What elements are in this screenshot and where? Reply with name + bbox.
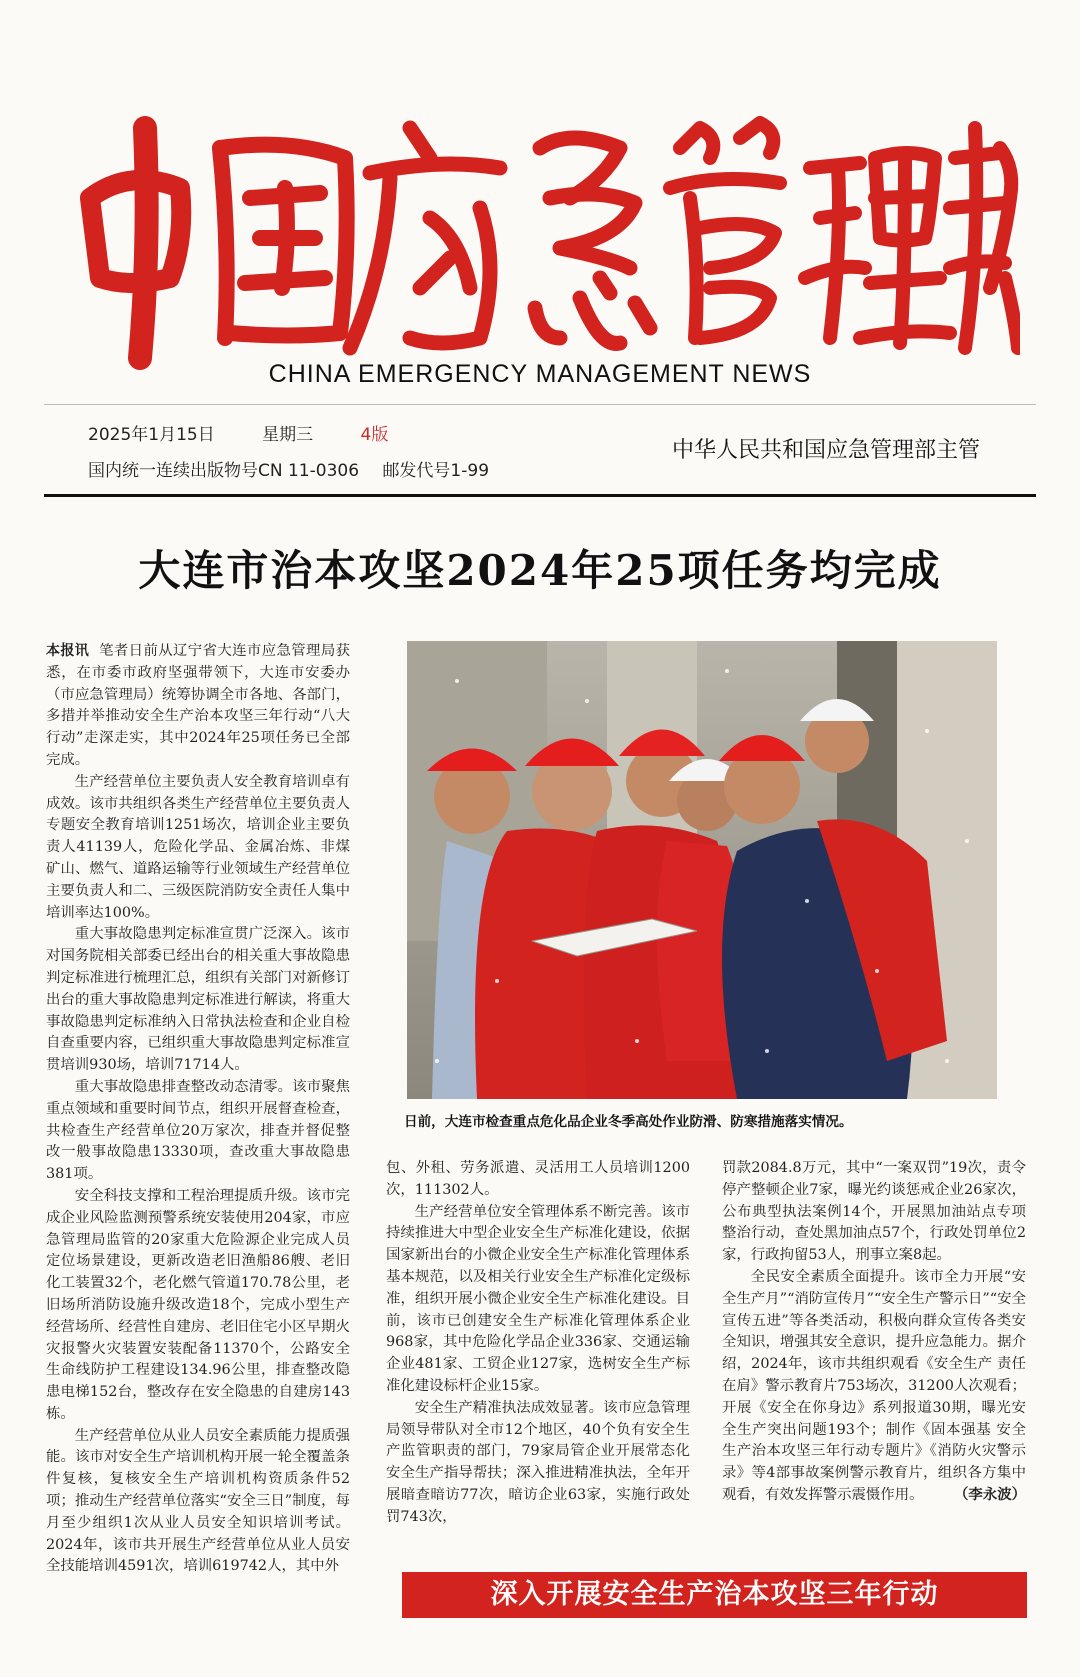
- issue-info-line: [88, 420, 430, 445]
- publication-codes: [88, 456, 507, 481]
- author-byline: （李永波）: [954, 1486, 1026, 1503]
- calligraphy-title-graphic: [60, 88, 1020, 378]
- closing-paragraph-text: 全民安全素质全面提升。该市全力开展“安全生产月”“消防宣传月”“安全生产警示日”“安全宣传五进”等各类活动，积极向群众宣传各类安全知识，增强其安全意识，提升应急能力。据介绍，2024年，该市共组织观看《安全生产 责任在肩》警示教育片753场次，31200人次观看；开展《安全在你身边》系列报道30期，曝光安全生产突出问题193个；制作《固本强基 安全生产治本攻坚三年行动专题片》《消防火灾警示录》等4部事故案例警示教育片，组织各方集中观看，有效发挥警示震慑作用。: [722, 1268, 1026, 1503]
- issue-weekday: 星期三: [262, 425, 314, 445]
- article-paragraph: 重大事故隐患判定标准宣贯广泛深入。该市对国务院相关部委已经出台的相关重大事故隐患判定标准进行梳理汇总，组织有关部门对新修订出台的重大事故隐患判定标准进行解读，将重大事故隐患判定标准纳入日常执法检查和企业自检自查重要内容，已组织重大事故隐患判定标准宣贯培训930场，培训71714人。: [46, 926, 350, 1074]
- article-paragraph: [46, 641, 350, 772]
- news-photo: [407, 641, 997, 1099]
- header-rule: [44, 494, 1036, 497]
- article-paragraph: 罚款2084.8万元，其中“一案双罚”19次，责令停产整顿企业7家，曝光约谈惩戒企业26家次，公布典型执法案例14个，开展黑加油站点专项整治行动，查处黑加油点57个，行政处罚单位2家，行政拘留53人，刑事立案8起。: [722, 1160, 1026, 1264]
- glyph-guan: [670, 123, 780, 338]
- article-paragraph: [722, 1267, 1026, 1507]
- campaign-banner: 深入开展安全生产治本攻坚三年行动: [402, 1572, 1027, 1618]
- sponsor-label: 中华人民共和国应急管理部主管: [671, 438, 980, 463]
- glyph-ying: [350, 128, 500, 348]
- glyph-li: [805, 153, 950, 343]
- article-column-2: [386, 1158, 690, 1538]
- masthead-logo: [60, 88, 1020, 378]
- masthead-english-title: CHINA EMERGENCY MANAGEMENT NEWS: [268, 360, 812, 388]
- page-number: 4版: [360, 425, 389, 445]
- issue-date: 2025年1月15日: [88, 425, 215, 445]
- glyph-ji: [535, 138, 650, 343]
- glyph-guo: [220, 145, 347, 338]
- glyph-zhong: [90, 128, 181, 358]
- article-column-1: [46, 641, 350, 1661]
- article-paragraph: 包、外租、劳务派遣、灵活用工人员培训1200次，111302人。: [386, 1160, 690, 1198]
- photo-caption: 日前，大连市检查重点危化品企业冬季高处作业防滑、防寒措施落实情况。: [404, 1114, 853, 1130]
- article-paragraph: 生产经营单位安全管理体系不断完善。该市持续推进大中型企业安全生产标准化建设，依据国家新出台的小微企业安全生产标准化管理体系基本规范，以及相关行业安全生产标准化定级标准，组织开展小微企业安全生产标准化建设。目前，该市已创建安全生产标准化管理体系企业968家，其中危险化学品企业336家、交通运输企业481家、工贸企业127家，选树安全生产标准化建设标杆企业15家。: [386, 1203, 690, 1394]
- lead-text: 笔者日前从辽宁省大连市应急管理局获悉，在市委市政府坚强带领下，大连市安委办（市应急管理局）统筹协调全市各地、各部门，多措并举推动安全生产治本攻坚三年行动“八大行动”走深走实，其中2024年25项任务已全部完成。: [46, 643, 350, 768]
- postal-code: 邮发代号1-99: [382, 461, 490, 481]
- article-paragraph: 生产经营单位从业人员安全素质能力提质强能。该市对安全生产培训机构开展一轮全覆盖条件复核，复核安全生产培训机构资质条件52项；推动生产经营单位落实“安全三日”制度，每月至少组织1次从业人员安全知识培训考试。2024年，该市共开展生产经营单位从业人员安全技能培训4591次，培训619742人，其中外: [46, 1427, 350, 1575]
- article-column-3: [722, 1158, 1026, 1538]
- article-headline: 大连市治本攻坚2024年25项任务均完成: [138, 546, 942, 595]
- glyph-bao: [950, 128, 1018, 348]
- inspection-photo-illustration: [407, 641, 997, 1099]
- article-paragraph: 安全科技支撑和工程治理提质升级。该市完成企业风险监测预警系统安装使用204家，市应急管理局监管的20家重大危险源企业完成人员定位场景建设，更新改造老旧渔船86艘、老旧化工装置32个，老化燃气管道170.78公里，老旧场所消防设施升级改造18个，完成小型生产经营场所、经营性自建房、老旧住宅小区早期火灾报警火灾装置安装配备11370个，公路安全生命线防护工程建设134.96公里，排查整改隐患电梯152台，整改存在安全隐患的自建房143栋。: [46, 1187, 350, 1422]
- serial-number: 国内统一连续出版物号CN 11-0306: [88, 461, 360, 481]
- lead-label: 本报讯: [46, 643, 90, 659]
- article-paragraph: 重大事故隐患排查整改动态清零。该市聚焦重点领域和重要时间节点，组织开展督查检查，共检查生产经营单位20万家次，排查并督促整改一般事故隐患13330项，查改重大事故隐患381项。: [46, 1078, 350, 1183]
- article-paragraph: 安全生产精准执法成效显著。该市应急管理局领导带队对全市12个地区，40个负有安全生产监管职责的部门，79家局管企业开展常态化安全生产指导帮扶；深入推进精准执法，全年开展暗查暗访77次，暗访企业63家，实施行政处罚743次，: [386, 1399, 690, 1525]
- masthead-divider: [44, 404, 1036, 405]
- article-paragraph: 生产经营单位主要负责人安全教育培训卓有成效。该市共组织各类生产经营单位主要负责人专题安全教育培训1251场次，培训企业主要负责人41139人，危险化学品、金属冶炼、非煤矿山、燃气、道路运输等行业领域生产经营单位主要负责人和二、三级医院消防安全责任人集中培训率达100%。: [46, 773, 350, 921]
